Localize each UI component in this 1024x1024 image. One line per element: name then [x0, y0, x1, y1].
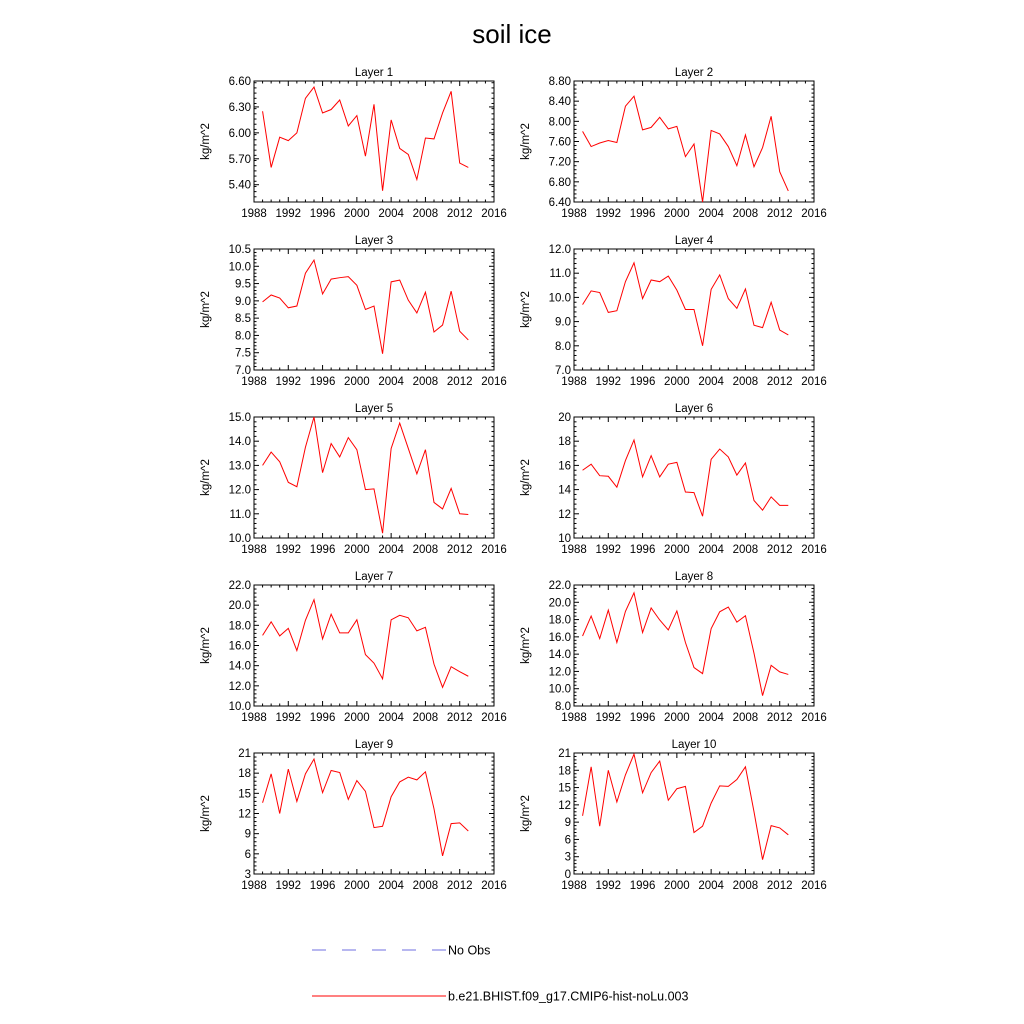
- y-tick-label: 20: [558, 412, 571, 424]
- y-tick-label: 8.00: [548, 116, 571, 129]
- plot-frame: [254, 585, 494, 706]
- x-tick-label: 2004: [698, 880, 724, 892]
- panel-title: Layer 8: [674, 571, 714, 583]
- y-tick-label: 8.5: [235, 313, 251, 326]
- y-axis-label: kg/m^2: [520, 123, 532, 160]
- x-tick-label: 1992: [595, 208, 622, 220]
- y-tick-label: 12.0: [548, 244, 571, 256]
- series-line-1: [583, 96, 789, 202]
- y-tick-label: 8.0: [555, 340, 571, 353]
- y-tick-label: 21: [238, 748, 251, 760]
- y-tick-label: 16.0: [548, 631, 571, 644]
- x-tick-label: 1996: [309, 376, 336, 388]
- y-tick-label: 10.0: [548, 292, 571, 305]
- y-tick-label: 20.0: [228, 600, 251, 613]
- y-tick-label: 5.70: [228, 153, 251, 166]
- panel-title: Layer 4: [674, 235, 714, 247]
- y-tick-label: 18: [238, 768, 251, 781]
- x-tick-label: 2016: [481, 712, 507, 724]
- x-tick-label: 1988: [241, 712, 267, 724]
- x-tick-label: 1996: [629, 880, 656, 892]
- y-tick-label: 6: [244, 848, 251, 861]
- x-tick-label: 1996: [309, 544, 336, 556]
- x-tick-label: 1996: [629, 544, 656, 556]
- series-line-1: [263, 600, 469, 688]
- y-tick-label: 10: [558, 533, 571, 545]
- y-tick-label: 16: [558, 460, 571, 473]
- x-tick-label: 2008: [412, 376, 439, 388]
- x-tick-label: 2004: [378, 208, 404, 220]
- y-tick-label: 10.0: [228, 701, 251, 713]
- x-tick-label: 2004: [378, 376, 404, 388]
- panel-title: Layer 7: [354, 571, 394, 583]
- y-tick-label: 18.0: [548, 614, 571, 627]
- panel-layer-9: [200, 739, 507, 892]
- x-tick-label: 2016: [481, 544, 507, 556]
- x-tick-label: 2016: [481, 880, 507, 892]
- x-tick-label: 1996: [309, 712, 336, 724]
- y-tick-label: 11.0: [549, 268, 571, 281]
- panel-layer-7: [200, 571, 507, 724]
- y-axis-label: kg/m^2: [200, 627, 212, 664]
- plot-frame: [254, 249, 494, 370]
- x-tick-label: 1992: [275, 880, 302, 892]
- x-tick-label: 1988: [241, 208, 267, 220]
- plot-frame: [254, 753, 494, 874]
- panel-layer-3: [200, 235, 507, 388]
- y-tick-label: 7.0: [235, 365, 251, 377]
- y-tick-label: 21: [558, 748, 571, 760]
- x-tick-label: 2004: [378, 712, 404, 724]
- plot-frame: [574, 585, 814, 706]
- y-tick-label: 11.0: [229, 508, 251, 521]
- x-tick-label: 2016: [801, 712, 827, 724]
- y-tick-label: 8.80: [548, 76, 571, 88]
- y-tick-label: 8.40: [548, 96, 571, 109]
- y-tick-label: 3: [244, 869, 251, 881]
- y-tick-label: 14: [558, 484, 571, 497]
- y-axis-label: kg/m^2: [520, 627, 532, 664]
- x-tick-label: 1992: [595, 376, 622, 388]
- series-line-1: [263, 417, 469, 533]
- x-tick-label: 1988: [241, 544, 267, 556]
- x-tick-label: 2016: [801, 544, 827, 556]
- panel-layer-2: [520, 67, 827, 220]
- y-tick-label: 9: [564, 817, 571, 830]
- y-tick-label: 9.0: [235, 295, 251, 308]
- y-tick-label: 6.80: [548, 176, 571, 189]
- y-axis-label: kg/m^2: [520, 459, 532, 496]
- panel-title: Layer 5: [354, 403, 394, 415]
- y-tick-label: 15: [238, 788, 251, 801]
- y-tick-label: 12.0: [548, 666, 571, 679]
- panel-layer-4: [520, 235, 827, 388]
- x-tick-label: 2016: [481, 376, 507, 388]
- x-tick-label: 1992: [275, 544, 302, 556]
- y-tick-label: 16.0: [228, 640, 251, 653]
- x-tick-label: 1992: [595, 544, 622, 556]
- panel-title: Layer 1: [354, 67, 394, 79]
- x-tick-label: 2004: [698, 208, 724, 220]
- panel-layer-1: [200, 67, 507, 220]
- panel-title: Layer 10: [671, 739, 717, 751]
- y-axis-label: kg/m^2: [200, 795, 212, 832]
- y-tick-label: 7.0: [555, 365, 571, 377]
- x-tick-label: 2012: [446, 544, 473, 556]
- y-tick-label: 10.5: [228, 244, 251, 256]
- plot-frame: [574, 417, 814, 538]
- x-tick-label: 2000: [344, 376, 370, 388]
- y-tick-label: 5.40: [228, 179, 251, 192]
- y-tick-label: 12: [558, 799, 571, 812]
- x-tick-label: 2000: [664, 712, 690, 724]
- x-tick-label: 2012: [766, 712, 793, 724]
- y-tick-label: 18.0: [228, 620, 251, 633]
- plot-frame: [254, 81, 494, 202]
- series-line-1: [583, 593, 789, 696]
- x-tick-label: 2008: [412, 880, 439, 892]
- x-tick-label: 2008: [732, 880, 759, 892]
- panel-layer-10: [520, 739, 827, 892]
- x-tick-label: 2004: [378, 544, 404, 556]
- x-tick-label: 2012: [446, 208, 473, 220]
- x-tick-label: 2000: [344, 208, 370, 220]
- x-tick-label: 1992: [595, 712, 622, 724]
- y-tick-label: 22.0: [548, 580, 571, 592]
- x-tick-label: 2016: [801, 208, 827, 220]
- legend-model-label: b.e21.BHIST.f09_g17.CMIP6-hist-noLu.003: [448, 989, 689, 1004]
- panel-layer-5: [200, 403, 507, 556]
- y-tick-label: 20.0: [548, 597, 571, 610]
- series-line-1: [583, 754, 789, 859]
- x-tick-label: 2000: [344, 880, 370, 892]
- y-tick-label: 7.20: [548, 156, 571, 169]
- x-tick-label: 2008: [412, 208, 439, 220]
- series-line-1: [583, 440, 789, 516]
- legend-obs-label: No Obs: [448, 943, 491, 958]
- x-tick-label: 1988: [561, 208, 587, 220]
- x-tick-label: 2004: [698, 712, 724, 724]
- x-tick-label: 2000: [664, 208, 690, 220]
- x-tick-label: 2004: [698, 544, 724, 556]
- x-tick-label: 1996: [629, 208, 656, 220]
- y-axis-label: kg/m^2: [200, 123, 212, 160]
- y-tick-label: 6.00: [228, 127, 251, 140]
- x-tick-label: 1996: [629, 376, 656, 388]
- series-line-1: [263, 759, 469, 856]
- panel-layer-6: [520, 403, 827, 556]
- y-tick-label: 18: [558, 765, 571, 778]
- y-tick-label: 10.0: [548, 683, 571, 696]
- y-tick-label: 15: [558, 782, 571, 795]
- y-tick-label: 6: [564, 834, 571, 847]
- plot-frame: [254, 417, 494, 538]
- series-line-1: [263, 260, 469, 354]
- x-tick-label: 1988: [241, 376, 267, 388]
- x-tick-label: 1988: [561, 544, 587, 556]
- x-tick-label: 2008: [732, 208, 759, 220]
- y-tick-label: 15.0: [228, 412, 251, 424]
- y-tick-label: 18: [558, 436, 571, 449]
- y-tick-label: 6.40: [548, 197, 571, 209]
- panel-title: Layer 6: [674, 403, 714, 415]
- y-tick-label: 12.0: [228, 680, 251, 693]
- figure-title: soil ice: [472, 19, 552, 49]
- plot-frame: [574, 81, 814, 202]
- y-tick-label: 10.0: [228, 261, 251, 274]
- x-tick-label: 1992: [275, 376, 302, 388]
- y-tick-label: 7.5: [235, 347, 251, 360]
- x-tick-label: 1988: [561, 376, 587, 388]
- x-tick-label: 1988: [561, 880, 587, 892]
- x-tick-label: 1992: [275, 208, 302, 220]
- y-tick-label: 9: [244, 828, 251, 841]
- x-tick-label: 2000: [664, 544, 690, 556]
- x-tick-label: 2000: [664, 880, 690, 892]
- x-tick-label: 2012: [766, 880, 793, 892]
- x-tick-label: 1992: [275, 712, 302, 724]
- x-tick-label: 2016: [801, 880, 827, 892]
- x-tick-label: 2000: [344, 544, 370, 556]
- y-tick-label: 8.0: [555, 701, 571, 713]
- y-axis-label: kg/m^2: [200, 459, 212, 496]
- x-tick-label: 2012: [446, 880, 473, 892]
- x-tick-label: 2008: [732, 544, 759, 556]
- x-tick-label: 1996: [629, 712, 656, 724]
- legend: [312, 944, 688, 1004]
- panel-title: Layer 9: [354, 739, 394, 751]
- x-tick-label: 2016: [801, 376, 827, 388]
- x-tick-label: 1992: [595, 880, 622, 892]
- y-tick-label: 6.30: [228, 101, 251, 114]
- y-tick-label: 14.0: [228, 436, 251, 449]
- x-tick-label: 2004: [378, 880, 404, 892]
- x-tick-label: 2008: [412, 544, 439, 556]
- y-tick-label: 14.0: [228, 660, 251, 673]
- y-axis-label: kg/m^2: [200, 291, 212, 328]
- panels: [200, 67, 827, 892]
- y-tick-label: 22.0: [228, 580, 251, 592]
- x-tick-label: 2008: [412, 712, 439, 724]
- y-tick-label: 8.0: [235, 330, 251, 343]
- y-tick-label: 10.0: [228, 533, 251, 545]
- y-tick-label: 3: [564, 851, 571, 864]
- x-tick-label: 2016: [481, 208, 507, 220]
- series-line-1: [583, 263, 789, 346]
- x-tick-label: 2004: [698, 376, 724, 388]
- x-tick-label: 2000: [664, 376, 690, 388]
- y-tick-label: 12: [238, 808, 251, 821]
- x-tick-label: 1996: [309, 208, 336, 220]
- x-tick-label: 2012: [766, 376, 793, 388]
- x-tick-label: 2012: [446, 376, 473, 388]
- panel-layer-8: [520, 571, 827, 724]
- y-tick-label: 14.0: [548, 649, 571, 662]
- y-tick-label: 12.0: [228, 484, 251, 497]
- x-tick-label: 2012: [766, 544, 793, 556]
- y-tick-label: 7.60: [548, 136, 571, 149]
- y-tick-label: 6.60: [228, 76, 251, 88]
- y-tick-label: 0: [564, 869, 571, 881]
- x-tick-label: 1988: [561, 712, 587, 724]
- y-axis-label: kg/m^2: [520, 795, 532, 832]
- series-line-1: [263, 87, 469, 191]
- x-tick-label: 2012: [766, 208, 793, 220]
- y-tick-label: 9.5: [235, 278, 251, 291]
- panel-title: Layer 2: [674, 67, 714, 79]
- x-tick-label: 1996: [309, 880, 336, 892]
- y-tick-label: 13.0: [228, 460, 251, 473]
- x-tick-label: 2008: [732, 376, 759, 388]
- y-tick-label: 9.0: [555, 316, 571, 329]
- x-tick-label: 2000: [344, 712, 370, 724]
- x-tick-label: 2012: [446, 712, 473, 724]
- y-axis-label: kg/m^2: [520, 291, 532, 328]
- y-tick-label: 12: [558, 508, 571, 521]
- x-tick-label: 2008: [732, 712, 759, 724]
- panel-title: Layer 3: [354, 235, 394, 247]
- plot-frame: [574, 753, 814, 874]
- x-tick-label: 1988: [241, 880, 267, 892]
